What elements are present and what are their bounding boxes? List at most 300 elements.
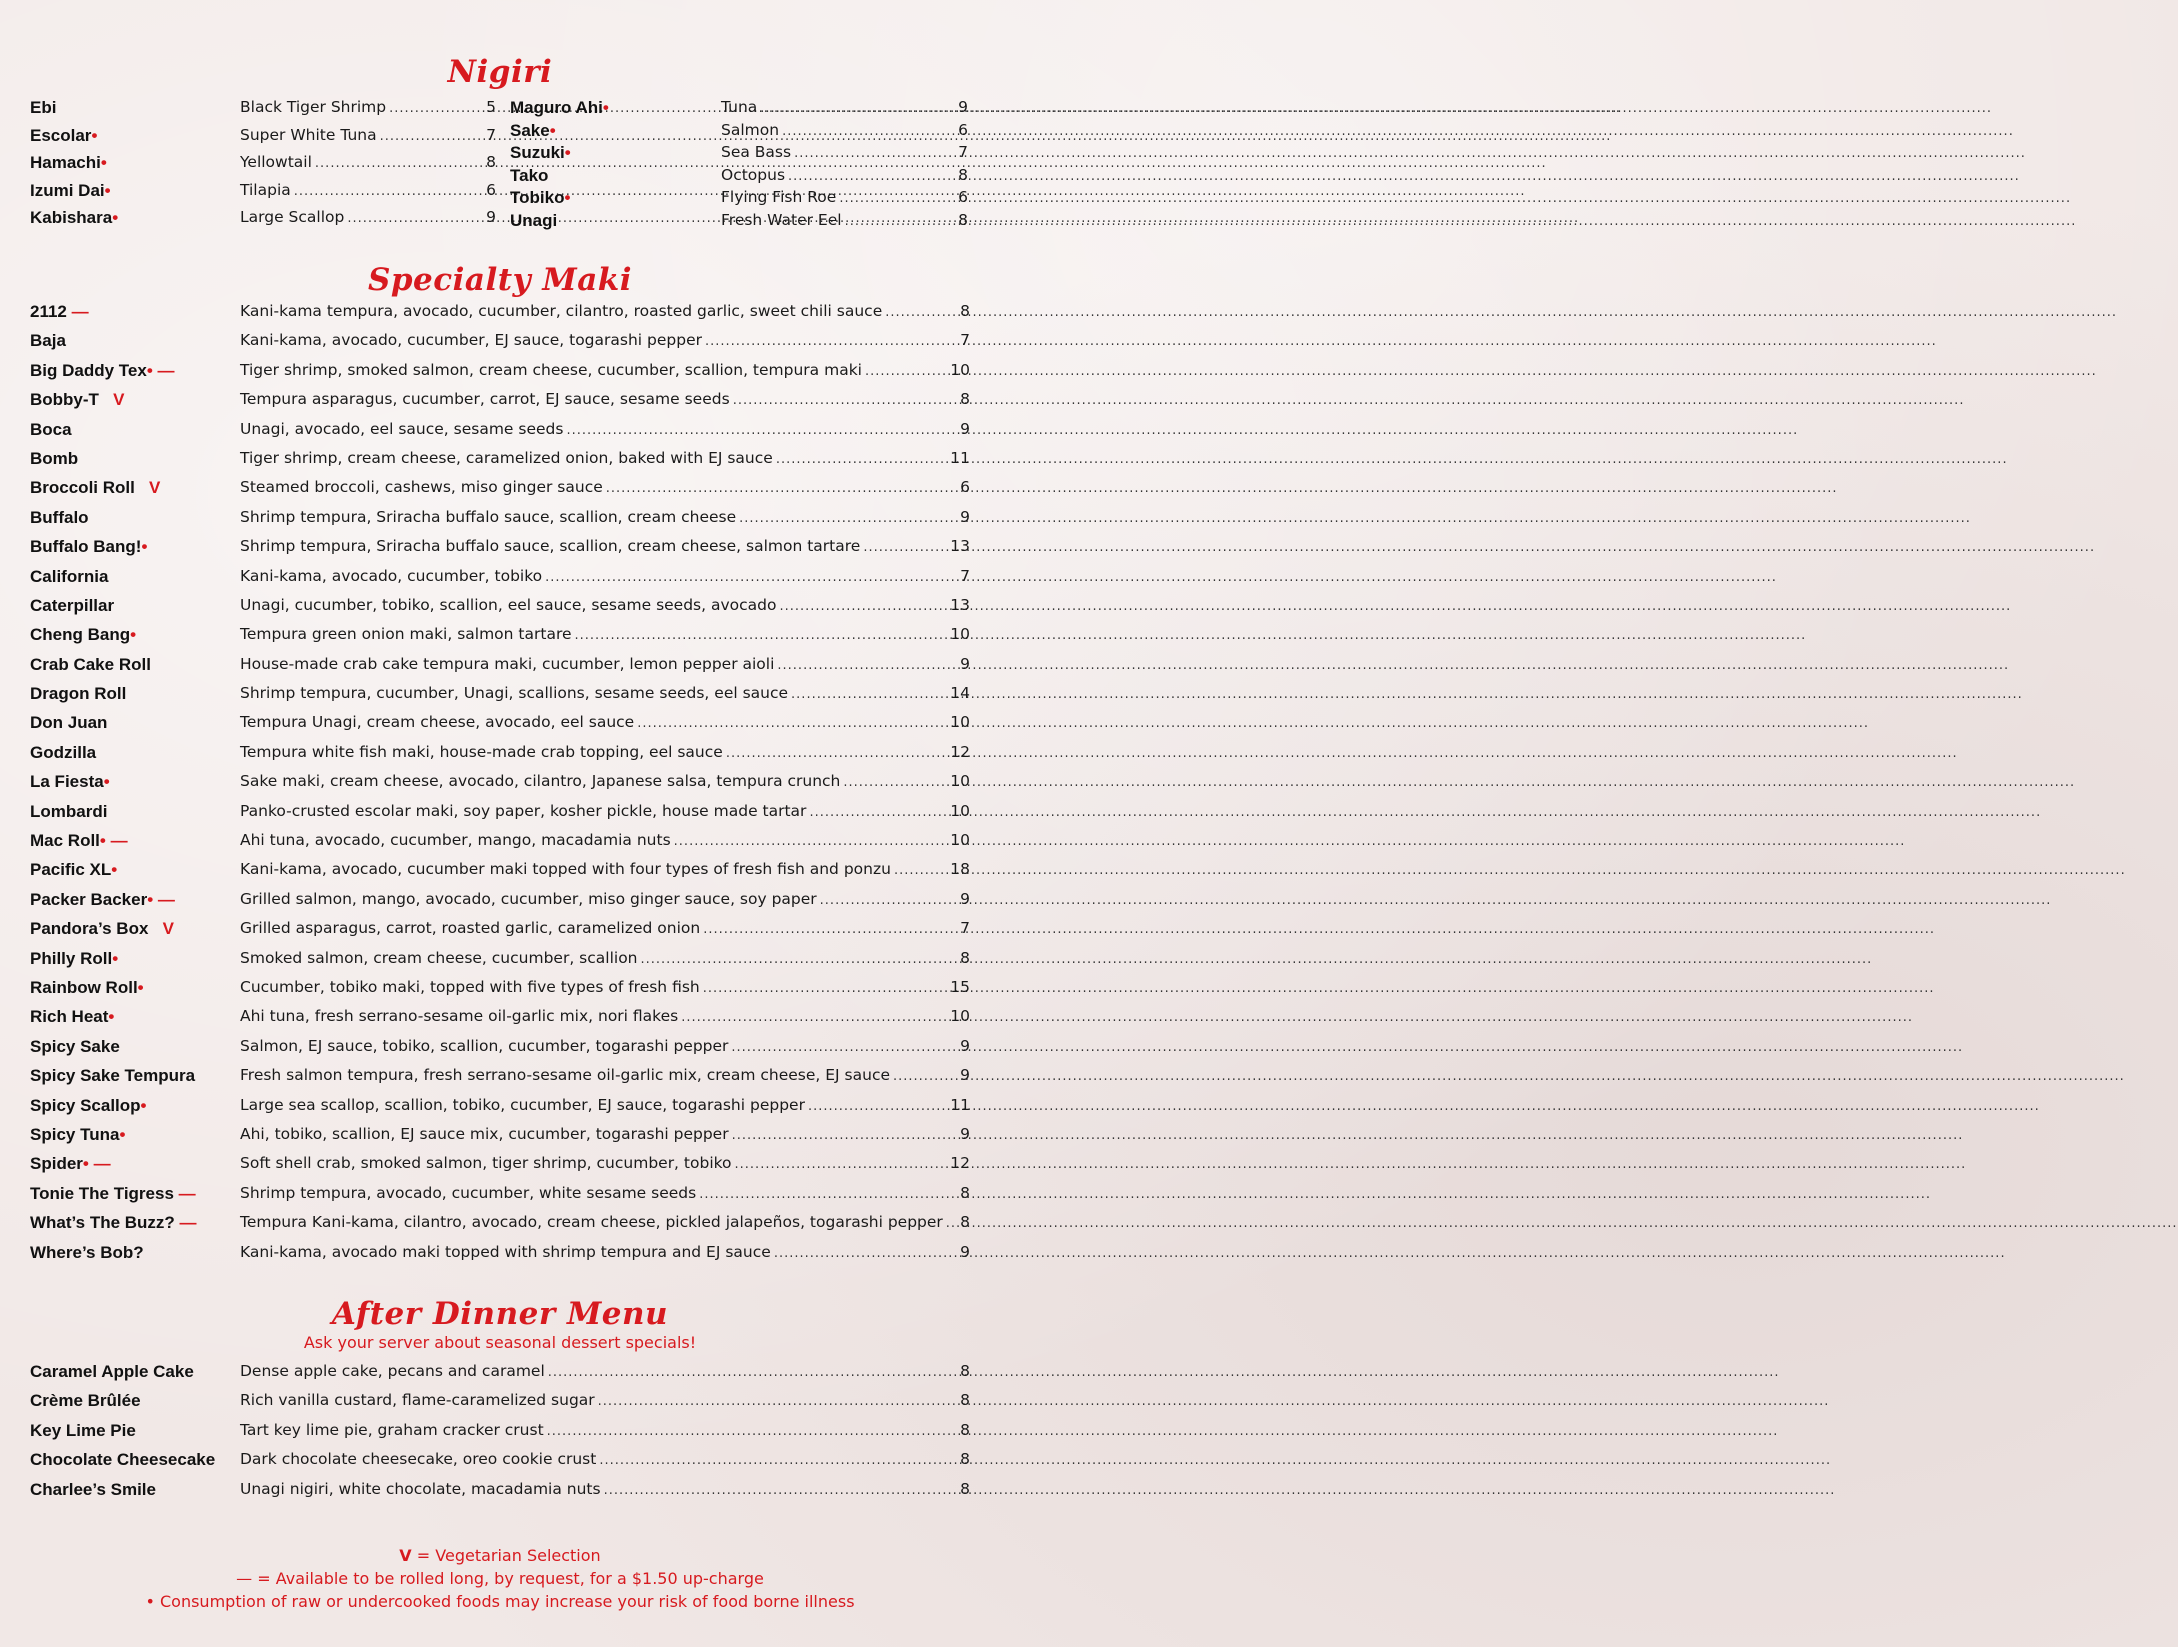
item-name xyxy=(30,1213,197,1233)
item-marks: • xyxy=(108,1007,115,1027)
item-description-line xyxy=(240,684,970,702)
dot-leader xyxy=(820,893,957,908)
item-name xyxy=(30,860,117,880)
item-marks: • — xyxy=(147,889,175,909)
item-name xyxy=(30,655,151,675)
item-price: 8 xyxy=(960,1213,970,1232)
item-description-line xyxy=(240,625,970,643)
menu-item xyxy=(30,361,970,390)
item-marks: V xyxy=(98,390,125,410)
menu-item xyxy=(30,743,970,772)
item-description: Rich vanilla custard, flame-caramelized sugar xyxy=(240,1391,595,1410)
dot-leader xyxy=(575,628,948,643)
item-name-text: Cheng Bang xyxy=(30,625,131,645)
item-name-text: Spicy Sake xyxy=(30,1036,120,1056)
dot-leader xyxy=(598,1394,957,1409)
item-description: Large Scallop xyxy=(240,208,345,226)
menu-item xyxy=(30,919,970,948)
item-description-line xyxy=(240,890,970,908)
item-name xyxy=(30,1421,136,1441)
item-price: 8 xyxy=(960,1420,970,1439)
dot-leader xyxy=(347,211,483,226)
item-marks: • xyxy=(91,125,98,145)
item-description: Shrimp tempura, avocado, cucumber, white sesame seeds xyxy=(240,1183,697,1202)
menu-item xyxy=(30,625,970,654)
dot-leader xyxy=(545,570,957,585)
item-name xyxy=(30,153,107,173)
item-description-line xyxy=(721,143,968,161)
item-price: 10 xyxy=(950,1007,970,1026)
item-price: 9 xyxy=(960,1242,970,1261)
menu-item xyxy=(30,890,970,919)
menu-item xyxy=(30,153,496,181)
item-name-text: 2112 xyxy=(30,302,67,321)
dot-leader xyxy=(294,184,483,199)
item-description-line xyxy=(240,1450,970,1468)
item-price: 8 xyxy=(960,1479,970,1498)
item-marks: • — xyxy=(99,831,128,851)
item-name xyxy=(30,1154,111,1174)
item-name xyxy=(30,1007,114,1027)
dot-leader xyxy=(893,1069,957,1084)
item-name xyxy=(30,478,160,498)
item-name-text: Godzilla xyxy=(30,742,97,762)
item-name xyxy=(30,1184,196,1204)
item-description-line xyxy=(240,567,970,585)
dot-leader xyxy=(809,805,947,820)
item-description-line xyxy=(240,1066,970,1084)
item-name-text: Spicy Sake Tempura xyxy=(30,1066,196,1086)
item-price: 9 xyxy=(486,208,496,226)
item-name xyxy=(30,1096,147,1116)
specialty-maki-heading: Specialty Maki xyxy=(367,262,633,298)
item-name xyxy=(30,1362,194,1382)
item-description-line xyxy=(240,478,970,496)
vegetarian-symbol: V xyxy=(399,1546,412,1565)
menu-item xyxy=(510,211,968,234)
item-price: 13 xyxy=(950,595,970,614)
item-name xyxy=(30,831,128,851)
item-name-text: Tonie The Tigress xyxy=(30,1183,174,1203)
item-name xyxy=(30,625,136,645)
item-description: Tempura Kani-kama, cilantro, avocado, cream cheese, pickled jalapeños, togarashi pepper xyxy=(240,1213,943,1232)
item-description-line xyxy=(240,153,496,171)
dot-leader xyxy=(726,746,947,761)
menu-item xyxy=(30,537,970,566)
menu-item xyxy=(510,188,968,211)
item-name xyxy=(30,743,96,763)
dot-leader xyxy=(885,305,957,320)
item-description-line xyxy=(240,208,496,226)
menu-item xyxy=(30,713,970,742)
item-name xyxy=(30,126,97,146)
item-description: Fresh salmon tempura, fresh serrano-sesame oil-garlic mix, cream cheese, EJ sauce xyxy=(240,1066,891,1085)
item-description-line xyxy=(240,1037,970,1055)
item-name-text: Maguro Ahi xyxy=(510,98,603,117)
item-name xyxy=(30,508,89,528)
dessert-specials-note: Ask your server about seasonal dessert specials! xyxy=(303,1333,697,1352)
item-price: 6 xyxy=(486,180,496,199)
dot-leader xyxy=(839,191,955,206)
item-price: 6 xyxy=(958,188,968,206)
menu-item xyxy=(30,98,496,126)
item-description: Panko-crusted escolar maki, soy paper, kosher pickle, house made tartar xyxy=(240,801,807,820)
item-name-text: Caterpillar xyxy=(30,595,115,615)
item-price: 9 xyxy=(960,889,970,908)
menu-item xyxy=(30,1450,970,1479)
item-description: Tart key lime pie, graham cracker crust xyxy=(240,1420,544,1439)
item-price: 10 xyxy=(950,801,970,820)
dot-leader xyxy=(782,124,955,139)
item-name xyxy=(30,449,78,469)
item-description: Yellowtail xyxy=(240,153,312,171)
item-description: Tempura green onion maki, salmon tartare xyxy=(240,625,572,644)
menu-item xyxy=(30,567,970,596)
menu-item xyxy=(30,860,970,889)
dot-leader xyxy=(315,156,483,171)
item-description: Kani-kama, avocado maki topped with shrimp tempura and EJ sauce xyxy=(240,1242,771,1261)
menu-item xyxy=(30,1362,970,1391)
item-description-line xyxy=(240,860,970,878)
item-description-line xyxy=(240,508,970,526)
item-name-text: Crab Cake Roll xyxy=(30,654,151,674)
item-name xyxy=(30,537,147,557)
item-price: 9 xyxy=(960,1036,970,1055)
item-marks: — xyxy=(173,1183,196,1203)
item-name-text: Kabishara xyxy=(30,208,113,227)
item-name xyxy=(30,949,118,969)
menu-item xyxy=(30,802,970,831)
item-description: House-made crab cake tempura maki, cucumber, lemon pepper aioli xyxy=(240,654,775,673)
dot-leader xyxy=(732,1128,958,1143)
item-name-text: Caramel Apple Cake xyxy=(30,1362,194,1381)
menu-item xyxy=(30,1421,970,1450)
item-marks: — xyxy=(174,1213,197,1233)
item-name xyxy=(30,1391,141,1411)
dot-leader xyxy=(548,1365,957,1380)
item-name-text: Broccoli Roll xyxy=(30,478,135,498)
item-name-text: Chocolate Cheesecake xyxy=(30,1450,216,1470)
dot-leader xyxy=(894,863,947,878)
dot-leader xyxy=(699,1187,957,1202)
item-price: 7 xyxy=(960,331,970,350)
item-description: Tempura Unagi, cream cheese, avocado, eel sauce xyxy=(240,713,635,732)
item-price: 7 xyxy=(958,143,968,161)
menu-item xyxy=(30,1184,970,1213)
item-name-text: Bomb xyxy=(30,448,79,468)
dot-leader xyxy=(776,452,947,467)
dot-leader xyxy=(380,129,484,144)
item-price: 9 xyxy=(960,419,970,438)
dot-leader xyxy=(389,101,483,116)
item-price: 8 xyxy=(960,390,970,409)
item-description: Dark chocolate cheesecake, oreo cookie crust xyxy=(240,1450,597,1469)
item-price: 9 xyxy=(960,1066,970,1085)
dot-leader xyxy=(808,1099,947,1114)
menu-item xyxy=(510,121,968,144)
dot-leader xyxy=(843,775,947,790)
item-name-text: Lombardi xyxy=(30,801,108,821)
item-description: Tiger shrimp, smoked salmon, cream cheese, cucumber, scallion, tempura maki xyxy=(240,360,862,379)
item-description-line xyxy=(240,949,970,967)
item-name xyxy=(510,188,570,208)
item-price: 9 xyxy=(960,507,970,526)
item-description-line xyxy=(240,1154,970,1172)
item-price: 8 xyxy=(960,948,970,967)
item-price: 6 xyxy=(958,120,968,139)
menu-item xyxy=(30,331,970,360)
item-description: Flying Fish Roe xyxy=(721,188,837,206)
item-marks: • xyxy=(111,860,118,880)
item-description-line xyxy=(240,331,970,349)
item-name xyxy=(30,1125,125,1145)
item-description-line xyxy=(240,978,970,996)
item-name xyxy=(30,772,110,792)
item-price: 7 xyxy=(960,566,970,585)
item-description-line xyxy=(240,1243,970,1261)
item-price: 8 xyxy=(960,1450,970,1469)
menu-item xyxy=(30,390,970,419)
item-name xyxy=(30,802,107,822)
item-name-text: Key Lime Pie xyxy=(30,1420,136,1440)
menu-item xyxy=(510,98,968,121)
item-name-text: Suzuki xyxy=(510,143,565,162)
item-name xyxy=(30,684,126,704)
after-dinner-list xyxy=(30,1362,970,1509)
item-price: 10 xyxy=(950,831,970,850)
menu-item xyxy=(30,831,970,860)
item-marks: • xyxy=(140,1095,147,1115)
item-description: Tiger shrimp, cream cheese, caramelized onion, baked with EJ sauce xyxy=(240,448,773,467)
item-description: Cucumber, tobiko maki, topped with five types of fresh fish xyxy=(240,977,700,996)
item-name-text: Crème Brûlée xyxy=(30,1391,141,1411)
dot-leader xyxy=(863,540,947,555)
item-marks: • xyxy=(119,1124,126,1144)
item-name xyxy=(30,890,175,910)
item-marks: • — xyxy=(82,1154,111,1174)
nigiri-list-left xyxy=(30,98,496,236)
item-name xyxy=(30,567,108,587)
item-description: Sea Bass xyxy=(721,143,792,161)
item-name xyxy=(30,208,118,228)
item-price: 8 xyxy=(960,302,970,320)
item-description-line xyxy=(240,1421,970,1439)
item-name-text: Baja xyxy=(30,331,66,351)
item-description-line xyxy=(240,713,970,731)
dot-leader xyxy=(946,1216,957,1231)
item-marks: • xyxy=(112,208,119,227)
item-name-text: Pacific XL xyxy=(30,860,112,880)
item-name xyxy=(30,331,66,351)
item-name-text: Where’s Bob? xyxy=(30,1242,144,1262)
legend-vegetarian xyxy=(0,1544,1000,1567)
menu-item xyxy=(30,508,970,537)
menu-item xyxy=(30,1125,970,1154)
item-description: Salmon xyxy=(721,120,780,139)
dot-leader xyxy=(703,922,957,937)
item-name-text: California xyxy=(30,566,109,586)
item-description-line xyxy=(240,181,496,199)
item-description: Shrimp tempura, Sriracha buffalo sauce, scallion, cream cheese xyxy=(240,507,737,526)
item-name xyxy=(30,181,111,201)
dot-leader xyxy=(566,423,957,438)
dot-leader xyxy=(735,1157,948,1172)
item-name-text: La Fiesta xyxy=(30,772,104,792)
item-name-text: Izumi Dai xyxy=(30,180,105,200)
dot-leader xyxy=(779,599,947,614)
item-description-line xyxy=(240,420,970,438)
item-name xyxy=(30,919,174,939)
item-description: Shrimp tempura, Sriracha buffalo sauce, scallion, cream cheese, salmon tartare xyxy=(240,537,861,556)
vegetarian-text: = Vegetarian Selection xyxy=(411,1546,601,1565)
menu-item xyxy=(30,1096,970,1125)
menu-item xyxy=(30,772,970,801)
item-name xyxy=(30,1243,144,1263)
item-marks: • — xyxy=(146,360,175,380)
legend-roll-long: — = Available to be rolled long, by request, for a $1.50 up-charge xyxy=(236,1569,764,1588)
item-name-text: Spicy Tuna xyxy=(30,1124,120,1144)
item-name-text: Spider xyxy=(30,1154,83,1174)
item-description-line xyxy=(240,98,496,116)
item-name xyxy=(510,211,557,231)
item-description-line xyxy=(240,655,970,673)
item-price: 12 xyxy=(950,1154,970,1173)
item-name-text: Pandora’s Box xyxy=(30,919,149,939)
dot-leader xyxy=(604,1483,958,1498)
dot-leader xyxy=(606,481,957,496)
dot-leader xyxy=(739,511,957,526)
item-description: Ahi tuna, fresh serrano-sesame oil-garlic mix, nori flakes xyxy=(240,1007,679,1026)
item-name xyxy=(30,1480,156,1500)
item-marks: • xyxy=(112,948,119,968)
item-name-text: Tobiko xyxy=(510,188,565,207)
item-price: 8 xyxy=(958,210,968,229)
item-description-line xyxy=(240,126,496,144)
item-price: 8 xyxy=(960,1183,970,1202)
dot-leader xyxy=(703,981,948,996)
item-price: 10 xyxy=(950,360,970,379)
item-description-line xyxy=(240,596,970,614)
menu-item xyxy=(30,684,970,713)
menu-item xyxy=(30,1007,970,1036)
item-name-text: Bobby-T xyxy=(30,390,99,410)
item-name xyxy=(510,121,556,141)
item-description-line xyxy=(721,188,968,206)
item-name xyxy=(30,420,72,440)
item-description-line xyxy=(240,302,970,320)
item-name xyxy=(30,596,114,616)
menu-item xyxy=(30,126,496,154)
menu-item xyxy=(30,208,496,236)
menu-item xyxy=(30,1154,970,1183)
dot-leader xyxy=(791,687,947,702)
item-description: Unagi, cucumber, tobiko, scallion, eel sauce, sesame seeds, avocado xyxy=(240,595,777,614)
item-description: Kani-kama, avocado, cucumber maki topped with four types of fresh fish and ponzu xyxy=(240,860,891,879)
item-name-text: Spicy Scallop xyxy=(30,1095,141,1115)
item-marks: • xyxy=(137,977,144,997)
item-price: 7 xyxy=(960,919,970,938)
item-name xyxy=(30,1037,120,1057)
item-name-text: Dragon Roll xyxy=(30,684,127,704)
item-description: Soft shell crab, smoked salmon, tiger shrimp, cucumber, tobiko xyxy=(240,1154,732,1173)
item-description: Dense apple cake, pecans and caramel xyxy=(240,1362,545,1380)
item-name-text: Ebi xyxy=(30,98,57,117)
item-name-text: Don Juan xyxy=(30,713,108,733)
item-price: 13 xyxy=(950,537,970,556)
item-name-text: Philly Roll xyxy=(30,948,113,968)
item-description: Kani-kama, avocado, cucumber, EJ sauce, togarashi pepper xyxy=(240,331,702,350)
item-description: Octopus xyxy=(721,165,786,184)
item-price: 11 xyxy=(950,1095,970,1114)
item-marks: • xyxy=(141,537,148,557)
item-description: Tilapia xyxy=(240,180,291,199)
item-description-line xyxy=(240,1213,970,1231)
item-price: 11 xyxy=(950,448,970,467)
item-name xyxy=(510,143,571,163)
item-name-text: Boca xyxy=(30,419,72,439)
item-description-line xyxy=(240,831,970,849)
item-marks: • xyxy=(564,188,571,207)
item-price: 9 xyxy=(960,1124,970,1143)
item-price: 9 xyxy=(960,654,970,673)
dot-leader xyxy=(641,952,958,967)
item-description: Smoked salmon, cream cheese, cucumber, scallion xyxy=(240,948,638,967)
item-name-text: Charlee’s Smile xyxy=(30,1479,156,1499)
item-name-text: Packer Backer xyxy=(30,889,148,909)
item-price: 5 xyxy=(486,98,496,116)
item-price: 18 xyxy=(950,860,970,879)
item-price: 10 xyxy=(950,772,970,791)
item-name xyxy=(30,302,89,322)
item-marks: • xyxy=(103,772,110,792)
item-name-text: Buffalo Bang! xyxy=(30,537,142,557)
item-description-line xyxy=(240,743,970,761)
item-name xyxy=(30,978,144,998)
item-price: 10 xyxy=(950,713,970,732)
item-description: Grilled salmon, mango, avocado, cucumber, miso ginger sauce, soy paper xyxy=(240,889,817,908)
item-name-text: Mac Roll xyxy=(30,831,100,851)
dot-leader xyxy=(674,834,948,849)
item-description: Shrimp tempura, cucumber, Unagi, scallions, sesame seeds, eel sauce xyxy=(240,684,789,703)
menu-item xyxy=(30,1037,970,1066)
item-description-line xyxy=(240,361,970,379)
item-description: Ahi, tobiko, scallion, EJ sauce mix, cucumber, togarashi pepper xyxy=(240,1124,729,1143)
menu-item xyxy=(30,978,970,1007)
item-marks: • xyxy=(564,143,571,162)
item-marks: • xyxy=(130,625,137,645)
item-name-text: Hamachi xyxy=(30,153,101,172)
item-description: Salmon, EJ sauce, tobiko, scallion, cucumber, togarashi pepper xyxy=(240,1036,729,1055)
item-description: Kani-kama, avocado, cucumber, tobiko xyxy=(240,566,543,585)
item-name-text: Unagi xyxy=(510,210,558,230)
item-name-text: Big Daddy Tex xyxy=(30,360,147,380)
legend-raw-food-warning: • Consumption of raw or undercooked foods may increase your risk of food borne illness xyxy=(145,1592,855,1611)
item-description: Black Tiger Shrimp xyxy=(240,98,387,116)
dot-leader xyxy=(681,1010,947,1025)
nigiri-heading: Nigiri xyxy=(447,54,553,90)
item-name-text: Rich Heat xyxy=(30,1007,109,1027)
item-price: 9 xyxy=(958,98,968,116)
item-description: Tuna xyxy=(721,98,758,116)
item-description-line xyxy=(721,121,968,139)
item-price: 8 xyxy=(960,1391,970,1410)
item-description: Super White Tuna xyxy=(240,125,377,144)
item-description: Steamed broccoli, cashews, miso ginger sauce xyxy=(240,478,603,497)
menu-item xyxy=(30,420,970,449)
item-price: 8 xyxy=(958,165,968,184)
item-description: Ahi tuna, avocado, cucumber, mango, macadamia nuts xyxy=(240,831,671,850)
item-description-line xyxy=(240,1096,970,1114)
